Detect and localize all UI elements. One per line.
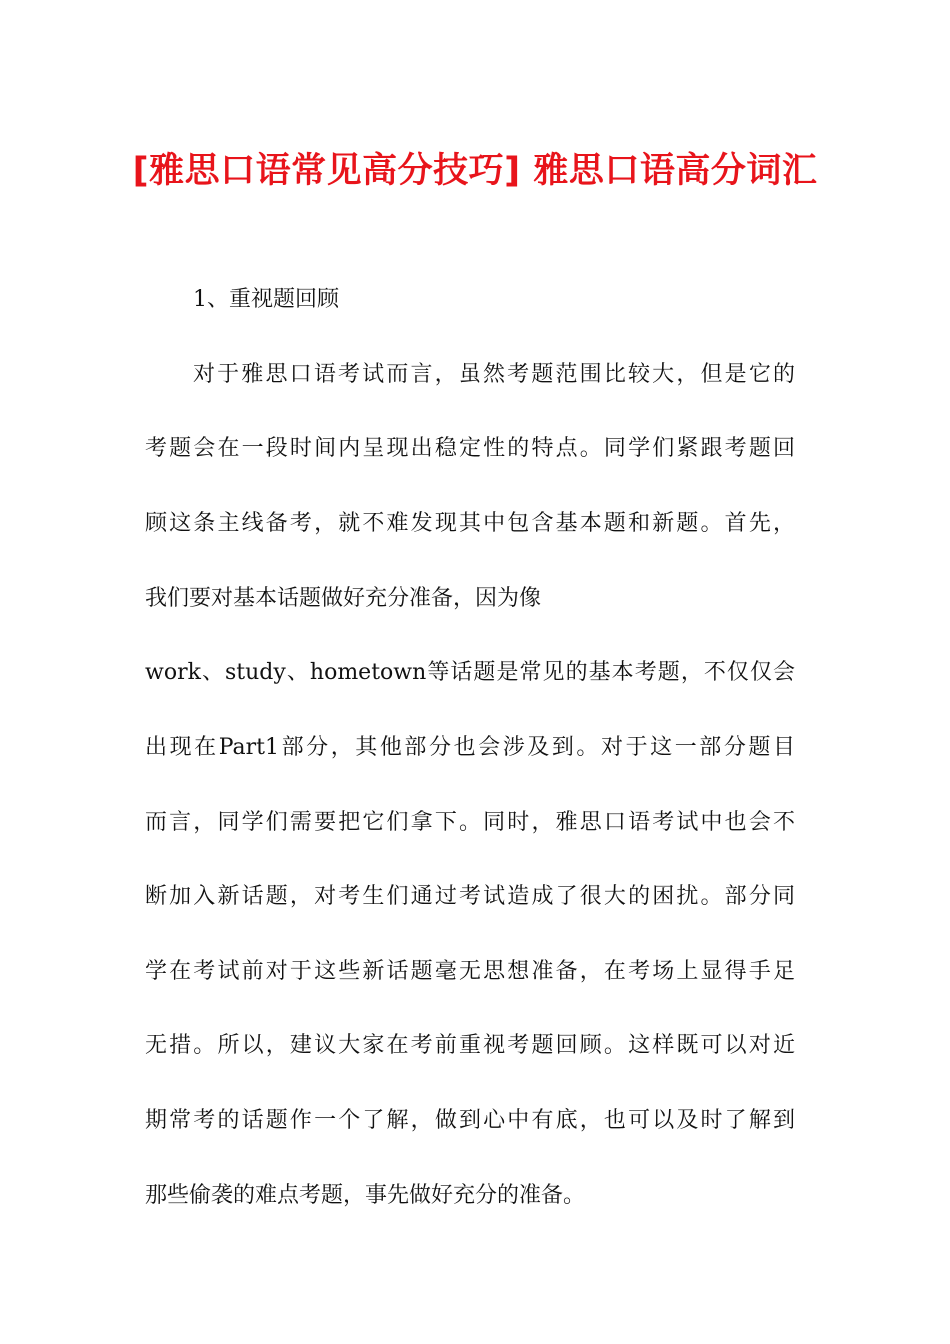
section-heading: 1、重视题回顾 <box>193 287 339 312</box>
paragraph-line: 学在考试前对于这些新话题毫无思想准备，在考场上显得手足 <box>145 959 795 984</box>
paragraph-line: 考题会在一段时间内呈现出稳定性的特点。同学们紧跟考题回 <box>145 436 795 461</box>
paragraph-line: 期常考的话题作一个了解，做到心中有底，也可以及时了解到 <box>145 1108 795 1133</box>
paragraph-line: 顾这条主线备考，就不难发现其中包含基本题和新题。首先， <box>145 511 795 536</box>
paragraph-line: 那些偷袭的难点考题，事先做好充分的准备。 <box>145 1183 586 1208</box>
paragraph-line: 对于雅思口语考试而言，虽然考题范围比较大，但是它的 <box>193 362 795 387</box>
paragraph-line: 我们要对基本话题做好充分准备，因为像 <box>145 586 542 611</box>
paragraph-line: 无措。所以，建议大家在考前重视考题回顾。这样既可以对近 <box>145 1033 795 1058</box>
paragraph-line: 断加入新话题，对考生们通过考试造成了很大的困扰。部分同 <box>145 884 795 909</box>
paragraph-line: 而言，同学们需要把它们拿下。同时，雅思口语考试中也会不 <box>145 810 795 835</box>
document-title: [雅思口语常见高分技巧] 雅思口语高分词汇 <box>132 151 818 191</box>
paragraph-line: 出现在Part1部分，其他部分也会涉及到。对于这一部分题目 <box>145 735 795 760</box>
paragraph-line: work、study、hometown等话题是常见的基本考题，不仅仅会 <box>145 660 795 685</box>
